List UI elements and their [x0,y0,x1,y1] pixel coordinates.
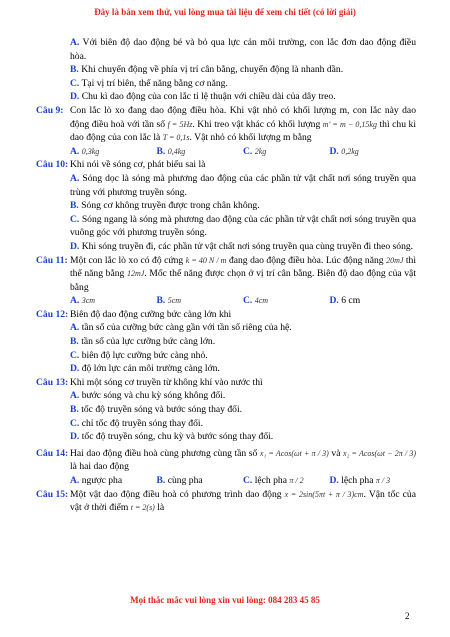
question-13: Câu 13: Khi một sóng cơ truyền từ không khí vào nước thì [36,376,263,388]
formula: x₂ = Acos(ωt − 2π / 3) [343,448,416,458]
answer-option: A. 0,3kg [70,145,100,157]
answer-row [36,294,416,308]
page-number: 2 [405,611,410,621]
answer-option: B. cùng pha [156,475,203,486]
option: C. Tại vị trí biên, thế năng bằng cơ năng. [70,77,228,89]
formula: m' = m − 0,15kg [322,119,377,129]
answer-option: D. 0,2kg [329,145,359,157]
option: C. biên độ lực cưỡng bức càng nhỏ. [70,349,208,361]
answer-row [36,474,416,488]
formula: x = 2sin(5πt + π / 3)cm [284,489,364,499]
option: C. chỉ tốc độ truyền sóng thay đổi. [70,417,203,429]
option: D. độ lớn lực cản môi trường càng lớn. [70,363,220,375]
option: D. Chu kì dao động của con lắc tỉ lệ thuận với chiều dài của dây treo. [70,91,336,103]
question-number: Câu 13: [36,376,69,388]
answer-option: C. 2kg [243,145,267,157]
question-number: Câu 12: [36,308,69,320]
formula: x₁ = Acos(ωt + π / 3) [259,448,329,458]
answer-row [36,145,416,159]
question-11: Câu 11: Một con lắc lò xo có độ cứng k = 40 N / m đang dao động điều hòa. Lúc động năng 20mJ thì thế năng bằng 12mJ. Mốc thế năng được chọn ở vị trí cân bằng. Biên độ dao động của vật bằng [36,254,417,293]
formula: 20mJ [386,255,404,265]
question-number: Câu 9: [36,104,64,116]
option: A. bước sóng và chu kỳ sóng không đổi. [70,390,226,402]
formula: T = 0,1s [162,133,190,143]
option: A. tần số của cưỡng bức càng gần với tần số riêng của hệ. [70,322,292,334]
answer-option: B. 5cm [156,295,182,307]
answer-option: C. 4cm [243,295,269,307]
option: B. tần số của lực cưỡng bức càng lớn. [70,336,216,348]
question-9: Câu 9: Con lắc lò xo đang dao động điều hòa. Khi vật nhỏ có khối lượng m, con lắc này dao động điều hoà với tần số f = 5Hz. Khi treo vật khác có khối lượng m' = m − 0,15kg thì chu kì dao động của con lắc là T = 0,1s. Vật nhỏ có khối lượng m bằng [36,104,417,144]
option: B. Sóng cơ không truyền được trong chân không. [70,200,260,212]
option: D. Khi sóng truyền đi, các phần tử vật chất nơi sóng truyền qua cùng truyền đi theo sóng. [70,240,414,252]
answer-option: B. 0,4kg [156,145,186,157]
question-10: Câu 10: Khi nói về sóng cơ, phát biểu sai là [36,159,206,171]
question-number: Câu 14: [36,447,69,459]
question-number: Câu 11: [36,254,68,266]
document-body [36,36,416,515]
answer-option: D. lệch pha π / 3 [329,475,391,486]
question-12: Câu 12: Biên độ dao động cưỡng bức càng lớn khi [36,308,232,320]
question-15: Câu 15: Một vật dao động điều hoà có phương trình dao động x = 2sin(5πt + π / 3)cm. Vận tốc của vật ở thời điểm t = 2(s) là [36,488,416,514]
question-number: Câu 15: [36,488,69,500]
option: D. tốc độ truyền sóng, chu kỳ và bước sóng thay đổi. [70,431,274,443]
formula: 12mJ [126,269,145,279]
option: C. Sóng ngang là sóng mà phương dao động của các phần tử vật chất nơi sóng truyền qua vuông góc với phương truyền sóng. [70,213,416,239]
formula: t = 2(s) [130,503,155,513]
preview-banner: Đây là bản xem thử, vui lòng mua tài liệu để xem chi tiết (có lời giải) [94,7,356,17]
answer-option: C. lệch pha π / 2 [243,475,304,486]
answer-option: A. ngược pha [70,475,123,486]
option: A. Với biên độ dao động bé và bỏ qua lực cản môi trường, con lắc đơn dao động điều hòa. [70,37,416,62]
question-14: Câu 14: Hai dao động điều hoà cùng phương cùng tần số x₁ = Acos(ωt + π / 3) và x₂ = Acos(ωt − 2π / 3) là hai dao động [36,447,416,473]
option: B. Khi chuyển động về phía vị trí cân bằng, chuyển động là nhanh dần. [70,64,344,76]
contact-footer: Mọi thắc mắc vui lòng xin vui lòng: 084 283 45 85 [130,595,320,605]
formula: f = 5Hz [167,119,193,129]
answer-option: D. 6 cm [329,295,361,307]
question-number: Câu 10: [36,159,69,171]
answer-option: A. 3cm [70,295,96,307]
formula: k = 40 N / m [185,255,227,265]
option: A. Sóng dọc là sóng mà phương dao động của các phần tử vật chất nơi sóng truyền qua trùng với phương truyền sóng. [70,172,416,198]
option: B. tốc độ truyền sóng và bước sóng thay đổi. [70,404,243,416]
